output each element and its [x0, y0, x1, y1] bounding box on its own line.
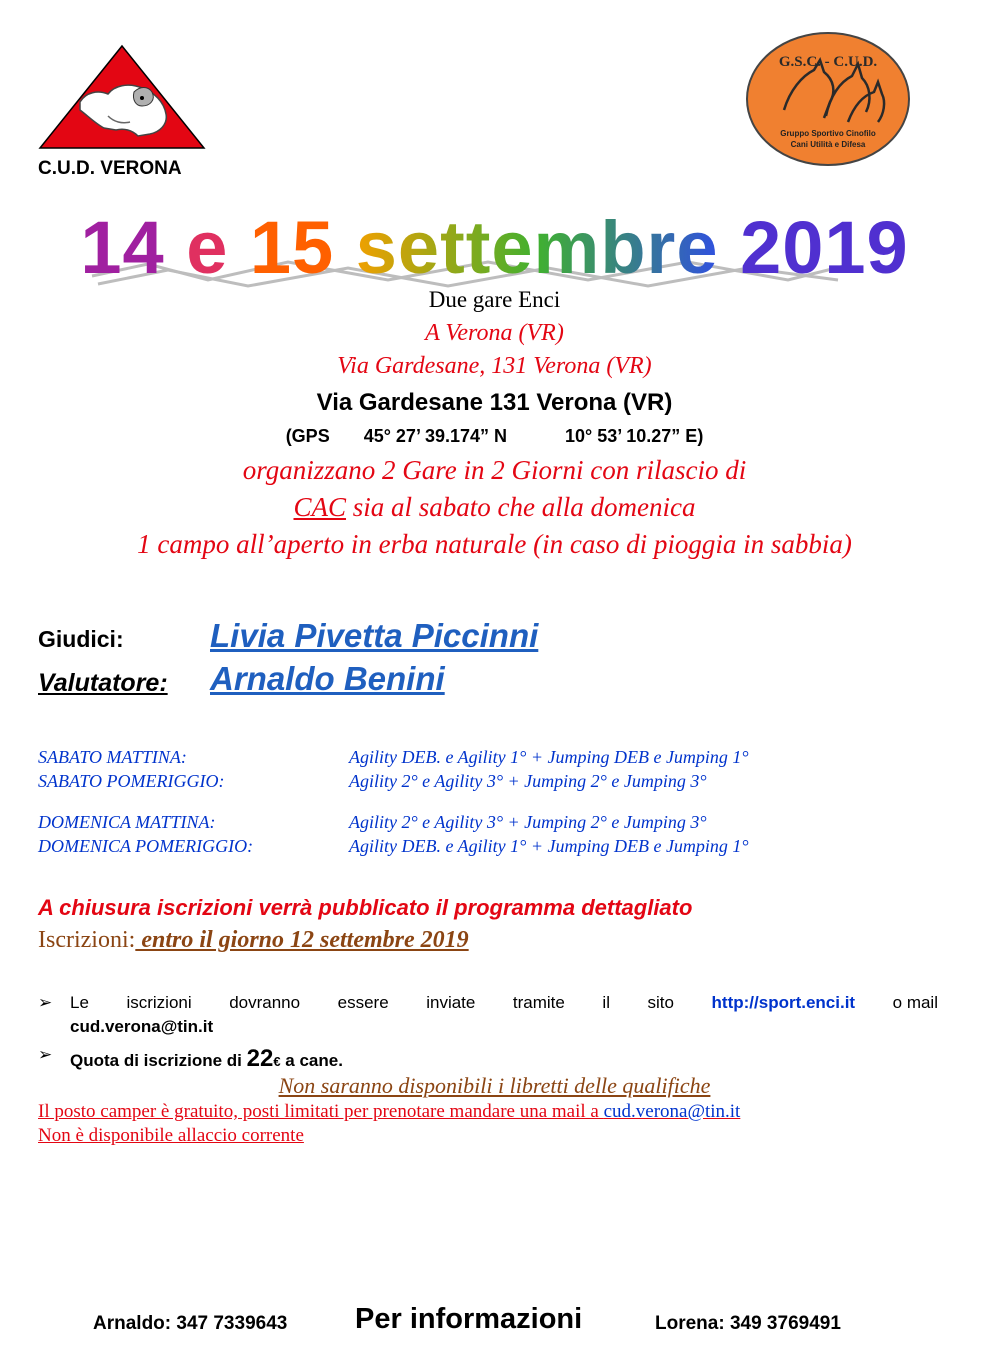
headline-month: settembre: [355, 206, 719, 289]
event-organize-line: organizzano 2 Gare in 2 Giorni con rilascio di: [242, 455, 747, 485]
contact-mail[interactable]: cud.verona@tin.it: [70, 1017, 214, 1036]
cud-verona-logo: [38, 44, 206, 152]
event-address: Via Gardesane 131 Verona (VR): [316, 389, 673, 416]
headline-day2: 15: [249, 206, 335, 289]
camper-text: Il posto camper è gratuito, posti limitati per prenotare mandare una mail a: [38, 1101, 604, 1122]
or-mail-text: o mail: [892, 993, 938, 1012]
event-field-line: 1 campo all’aperto in erba naturale (in caso di pioggia in sabbia): [137, 529, 852, 559]
logo-line2: Cani Utilità e Difesa: [790, 140, 866, 149]
text-word: sito: [647, 993, 674, 1012]
power-note: Non è disponibile allaccio corrente: [38, 1125, 304, 1146]
event-cac-line: [0, 492, 989, 523]
text-word: il: [602, 993, 610, 1012]
schedule-value: Agility 2° e Agility 3° + Jumping 2° e Jumping 3°: [349, 771, 707, 791]
logo-caption: C.U.D. VERONA: [38, 158, 182, 179]
schedule-label: DOMENICA POMERIGGIO:: [38, 836, 254, 856]
registration-date: entro il giorno 12 settembre 2019: [135, 927, 469, 953]
cac-rest: sia al sabato che alla domenica: [346, 492, 696, 522]
camper-note: [38, 1101, 740, 1123]
schedule-value: Agility DEB. e Agility 1° + Jumping DEB e Jumping 1°: [349, 747, 749, 767]
event-date-headline: [0, 205, 989, 290]
gsc-cud-logo: [744, 30, 912, 168]
registration-label: Iscrizioni:: [38, 927, 136, 953]
bullet-arrow-icon: ➢: [38, 1045, 53, 1064]
gps-coordinates: [0, 426, 989, 447]
fee-prefix: Quota di iscrizione di: [70, 1051, 247, 1070]
headline-year: 2019: [740, 206, 909, 289]
gps-east: 10° 53’ 10.27” E): [565, 426, 704, 446]
text-word: dovranno: [229, 993, 301, 1012]
site-link[interactable]: http://sport.enci.it: [711, 993, 856, 1012]
text-word: Le: [70, 993, 89, 1012]
text-word: essere: [337, 993, 389, 1012]
headline-and: e: [186, 206, 229, 289]
registration-deadline: [38, 927, 469, 954]
text-word: inviate: [426, 993, 476, 1012]
headline-day1: 14: [80, 206, 165, 289]
event-address-italic: Via Gardesane, 131 Verona (VR): [337, 353, 652, 379]
gps-north: 45° 27’ 39.174” N: [363, 426, 508, 446]
fee-currency: €: [273, 1054, 281, 1069]
schedule-label: SABATO MATTINA:: [38, 747, 187, 767]
cac-label: CAC: [293, 492, 347, 522]
text-word: iscrizioni: [126, 993, 192, 1012]
qualification-note: Non saranno disponibili i libretti delle qualifiche: [278, 1073, 711, 1098]
fee-suffix: a cane.: [280, 1051, 343, 1070]
text-word: tramite: [512, 993, 565, 1012]
event-city: A Verona (VR): [425, 320, 564, 346]
evaluator-name: Arnaldo Benini: [210, 660, 445, 697]
evaluator-label: Valutatore:: [38, 669, 168, 697]
contact-lorena: Lorena: 349 3769491: [655, 1313, 841, 1334]
camper-mail-link[interactable]: cud.verona@tin.it: [603, 1101, 741, 1122]
info-heading: Per informazioni: [355, 1303, 583, 1335]
judge-name: Livia Pivetta Piccinni: [210, 617, 539, 654]
event-type: Due gare Enci: [428, 287, 561, 312]
logo-arc-text: G.S.C. - C.U.D.: [778, 54, 878, 70]
schedule-value: Agility DEB. e Agility 1° + Jumping DEB e Jumping 1°: [349, 836, 749, 856]
schedule-label: SABATO POMERIGGIO:: [38, 771, 225, 791]
schedule-label: DOMENICA MATTINA:: [38, 812, 216, 832]
gps-label: (GPS: [285, 426, 330, 446]
closing-notice: A chiusura iscrizioni verrà pubblicato il programma dettagliato: [38, 895, 693, 920]
bullet-arrow-icon: ➢: [38, 993, 53, 1012]
judges-label: Giudici:: [38, 626, 124, 652]
schedule-value: Agility 2° e Agility 3° + Jumping 2° e Jumping 3°: [349, 812, 707, 832]
contact-arnaldo: Arnaldo: 347 7339643: [93, 1313, 288, 1334]
logo-line1: Gruppo Sportivo Cinofilo: [780, 129, 876, 138]
fee-amount: 22: [246, 1045, 274, 1072]
